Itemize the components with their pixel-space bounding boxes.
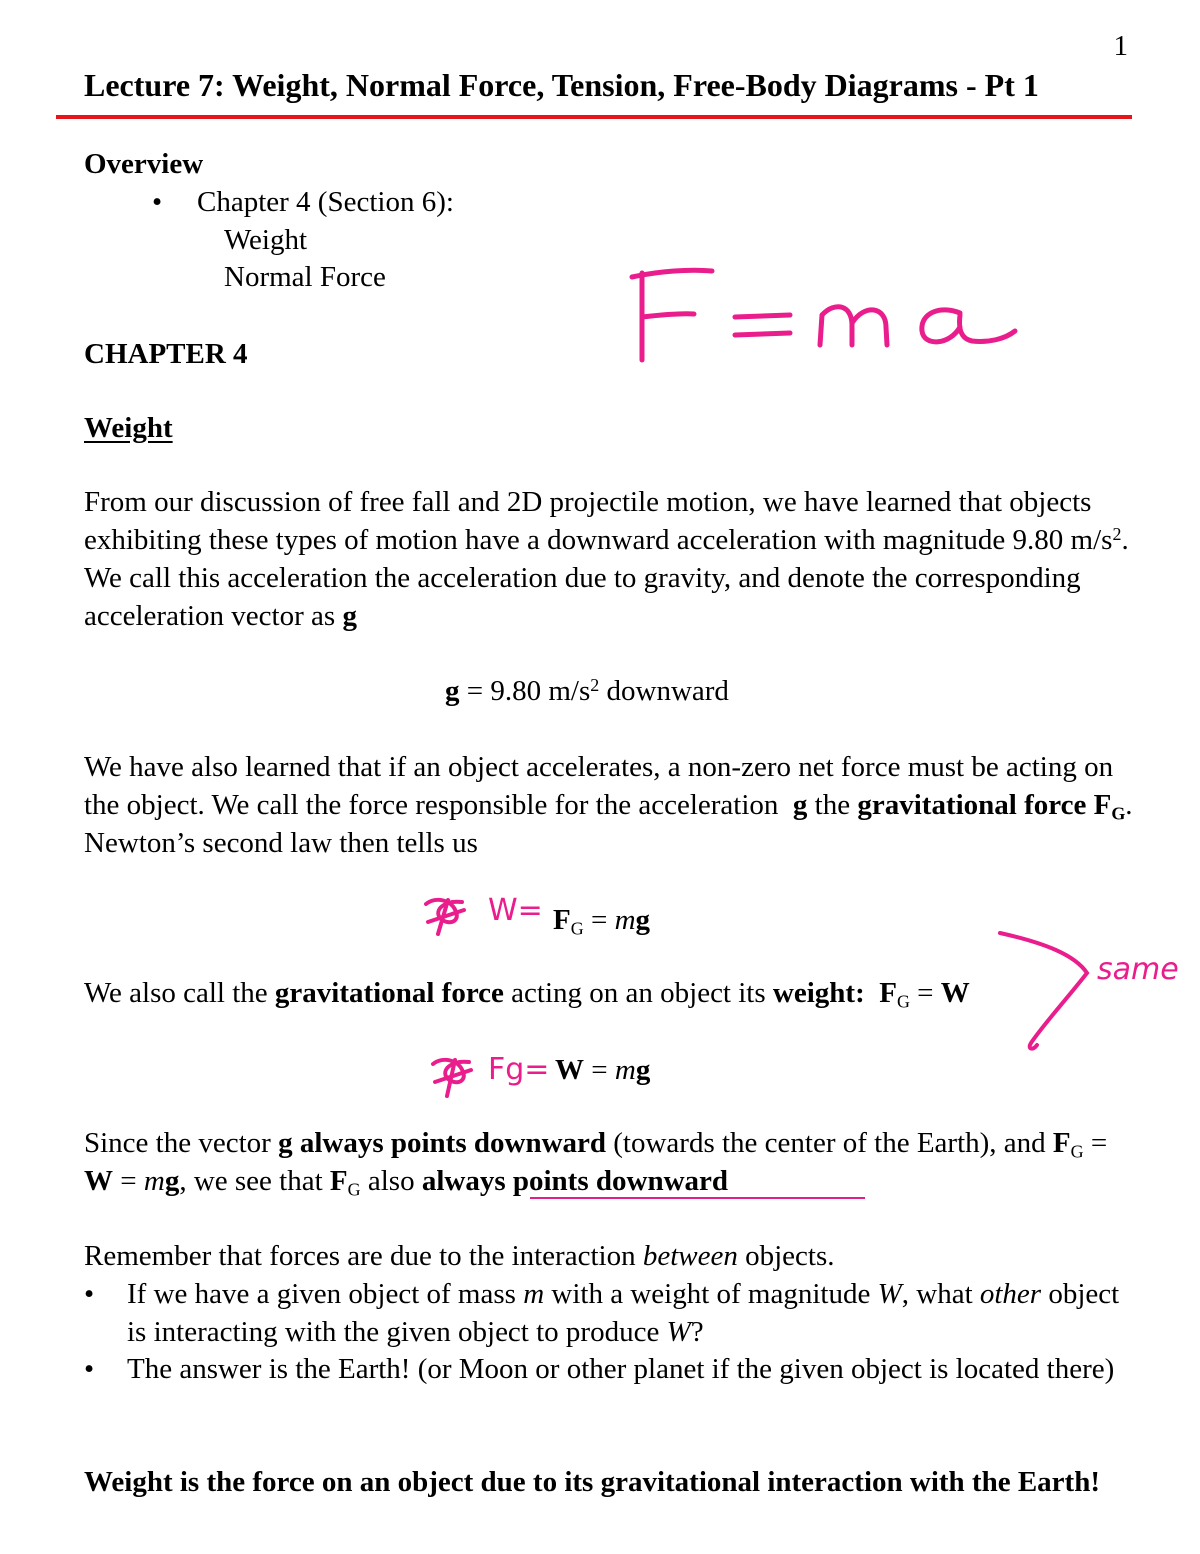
paragraph-downward: Since the vector g always points downward (towards the center of the Earth), and $F_G = W$ = mg, we see that $F_G$ also always points downward [84, 1127, 1108, 1200]
overview-bullet: Chapter 4 (Section 6): [197, 186, 454, 218]
pink-underline [530, 1197, 865, 1199]
chapter-heading: CHAPTER 4 [84, 338, 248, 370]
paragraph-intro [84, 483, 1134, 635]
overview-sub-item: Weight [224, 224, 308, 256]
handwritten-fma-annotation [620, 265, 1040, 375]
conclusion: Weight is the force on an object due to its gravitational interaction with the Earth! [84, 1466, 1100, 1498]
paragraph-weight: We also call the gravitational force acting on an object its weight: $F_G = W$ [84, 977, 970, 1012]
paragraph-interaction: Remember that forces are due to the interaction between objects. [84, 1240, 835, 1272]
handwritten-fg-equals: Fg= [488, 1052, 550, 1087]
section-heading: Weight [84, 412, 173, 444]
svg-text:F=ma: F=ma [620, 265, 623, 266]
paragraph-intro-text: From our discussion of free fall and 2D projectile motion, we have learned that objects exhibiting these types of motion have a downward acceleration with magnitude 9.80 $m/s^2$. We call this acceleration the acceleration due to gravity, and denote the corresponding acceleration vector as g [84, 486, 1129, 632]
handwritten-brace [995, 925, 1195, 1055]
paragraph-force: We have also learned that if an object accelerates, a non-zero net force must be acting on the object. We call the force responsible for the acceleration g the gravitational force $F_G$. Newton’s second law then tells us [84, 751, 1133, 859]
equation-fg: $F_G$ = mg [553, 904, 651, 939]
page-number: 1 [1113, 30, 1128, 62]
handwritten-same: same [1097, 952, 1179, 987]
page-title: Lecture 7: Weight, Normal Force, Tension, Free-Body Diagrams - Pt 1 [84, 67, 1039, 103]
overview-heading: Overview [84, 148, 204, 180]
title-divider [56, 115, 1132, 119]
equation-w: W = mg [555, 1054, 651, 1086]
star-icon [425, 1050, 485, 1100]
equation-gravity: g = 9.80 $m/s^2$ downward [445, 675, 729, 707]
overview-bullet-dot: • [152, 186, 163, 218]
handwritten-w-equals: W= [488, 893, 543, 928]
overview-sub-item: Normal Force [224, 261, 386, 293]
lecture-page: 1 Lecture 7: Weight, Normal Force, Tension, Free-Body Diagrams - Pt 1 Overview • Chapter 4 (Section 6): Weight Normal Force F=ma CHAPTER 4 Weight From our discussion of free fall and 2D projectile motion, we have learned that objects exhibiting these types of motion have a downward acceleration with magnitude 9.80 $m/s^2$. We call this acceleration the acceleration due to gravity, and denote the corresponding acceleration vector as g g = 9.80 $m/s^2$ downward We have also learned that if an object accelerates, a non-zero net force must be acting on the object. We call the force responsible for the acceleration g the gravitational force $F_G$. Newton’s second law then tells us W= $F_G$ = mg We also call the gravitational force acting on an object its weight: $F_G = W$ same Fg= W = mg Since the vector g always points downward (towards the center of the Earth), and $F_G = W$ = mg, we see that $F_G$ also always points downward Remember that forces are due to the interaction between objects. • If we have a given object of mass m with a weight of magnitude W, what other object is interacting with the given object to produce W? • The answer is the Earth! (or Moon or other planet if the given object is located there) Weight is the force on an object due to its gravitational interaction with the Earth! [0, 0, 1200, 1554]
